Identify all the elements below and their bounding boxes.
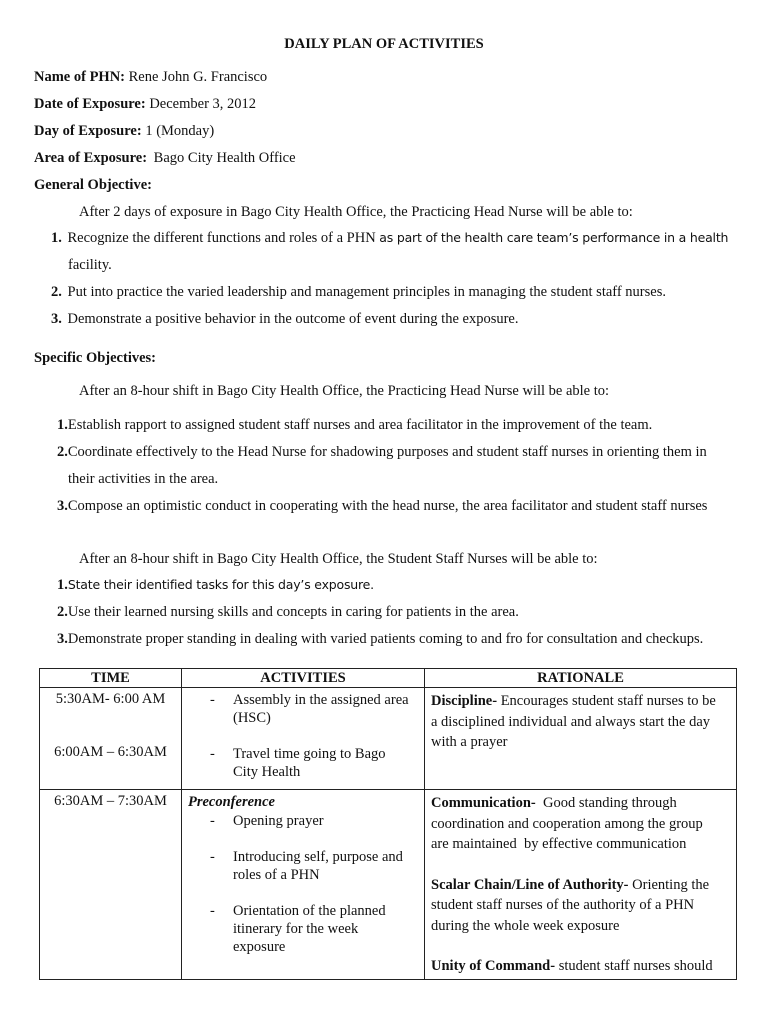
- rationale-entry: [431, 956, 730, 977]
- item-number: 2.: [57, 444, 68, 460]
- column-header-activities: ACTIVITIES: [182, 669, 425, 688]
- activities-cell: [182, 688, 425, 790]
- activity-item: [188, 848, 418, 884]
- date-of-exposure-value: December 3, 2012: [149, 96, 257, 112]
- preconference-heading: Preconference: [188, 794, 275, 810]
- phn-name-label: Name of PHN:: [34, 69, 126, 85]
- rationale-entry: [431, 875, 730, 937]
- activity-line: Opening prayer: [233, 813, 324, 829]
- bullet-dash: -: [210, 849, 215, 865]
- rationale-line: with a prayer: [431, 734, 508, 750]
- item-text: Recognize the different functions and roles of a PHN: [67, 230, 380, 246]
- item-number: 1.: [57, 417, 68, 433]
- activity-line: City Health: [233, 764, 301, 780]
- item-number: 2.: [57, 604, 68, 620]
- rationale-line: a disciplined individual and always start the day: [431, 713, 711, 730]
- item-text: Demonstrate proper standing in dealing with varied patients coming to and fro for consultation and checkups.: [67, 631, 704, 647]
- item-text: Establish rapport to assigned student staff nurses and area facilitator in the improvement of the team.: [67, 417, 653, 433]
- activities-table: [39, 668, 737, 980]
- activity-item: [188, 812, 418, 830]
- area-of-exposure-line: [34, 150, 296, 167]
- activity-line: Assembly in the assigned area: [233, 692, 409, 708]
- item-number: 2.: [51, 284, 62, 300]
- principle-term: Unity of Command-: [431, 958, 556, 974]
- item-number: 3.: [51, 311, 62, 327]
- rationale-line: during the whole week exposure: [431, 917, 620, 934]
- rationale-entry: [431, 793, 730, 855]
- general-objective-item: [51, 311, 518, 328]
- item-number: 1.: [51, 230, 62, 246]
- rationale-entry: [431, 691, 730, 753]
- item-text: Put into practice the varied leadership and management principles in managing the student staff nurses.: [67, 284, 666, 300]
- principle-term: Discipline-: [431, 693, 498, 709]
- item-text: Use their learned nursing skills and concepts in caring for patients in the area.: [67, 604, 519, 620]
- area-of-exposure-label: Area of Exposure:: [34, 150, 148, 166]
- ssn-objective-item: [57, 604, 519, 621]
- day-of-exposure-label: Day of Exposure:: [34, 123, 142, 139]
- specific-objectives-intro-ssn: After an 8-hour shift in Bago City Health Office, the Student Staff Nurses will be able to:: [79, 551, 598, 567]
- activity-line: Introducing self, purpose and: [233, 849, 403, 865]
- ssn-objective-item: [57, 631, 703, 648]
- table-header-row: [40, 669, 737, 688]
- general-objective-item-cont: facility.: [68, 257, 112, 273]
- document-title: DAILY PLAN OF ACTIVITIES: [284, 36, 484, 52]
- item-number: 1.: [57, 577, 68, 593]
- activity-item: [188, 902, 418, 956]
- area-of-exposure-value: Bago City Health Office: [153, 150, 296, 166]
- day-of-exposure-value: 1 (Monday): [145, 123, 215, 139]
- time-slot: 6:30AM – 7:30AM: [54, 793, 167, 809]
- rationale-line: student staff nurses should: [555, 958, 713, 974]
- general-objective-item: [51, 230, 728, 247]
- rationale-line: coordination and cooperation among the group: [431, 815, 703, 832]
- general-objective-item: [51, 284, 666, 301]
- item-text: Demonstrate a positive behavior in the outcome of event during the exposure.: [67, 311, 519, 327]
- item-number: 3.: [57, 631, 68, 647]
- rationale-line: are maintained by effective communication: [431, 836, 687, 852]
- specific-objectives-heading: Specific Objectives:: [34, 350, 157, 366]
- time-cell: [40, 688, 182, 790]
- rationale-cell: [425, 688, 737, 790]
- bullet-dash: -: [210, 692, 215, 708]
- time-slot: 5:30AM- 6:00 AM: [55, 691, 166, 707]
- general-objective-intro: After 2 days of exposure in Bago City Health Office, the Practicing Head Nurse will be able to:: [79, 204, 633, 220]
- activity-line: Orientation of the planned: [233, 903, 386, 919]
- phn-objective-item-cont: their activities in the area.: [68, 471, 219, 487]
- column-header-time: TIME: [40, 669, 182, 688]
- principle-term: Scalar Chain/Line of Authority-: [431, 876, 629, 893]
- bullet-dash: -: [210, 903, 215, 919]
- activity-line: itinerary for the week: [233, 921, 359, 937]
- phn-name-value: Rene John G. Francisco: [128, 69, 268, 85]
- activity-line: exposure: [233, 939, 286, 955]
- item-text: Compose an optimistic conduct in cooperating with the head nurse, the area facilitator and student staff nurses: [67, 498, 708, 514]
- time-cell: [40, 790, 182, 980]
- specific-objectives-intro-phn: After an 8-hour shift in Bago City Health Office, the Practicing Head Nurse will be able to:: [79, 383, 610, 399]
- activity-item: [188, 745, 418, 781]
- phn-objective-item: [57, 444, 707, 461]
- date-of-exposure-label: Date of Exposure:: [34, 96, 146, 112]
- table-row: [40, 790, 737, 980]
- table-row: [40, 688, 737, 790]
- item-number: 3.: [57, 498, 68, 514]
- item-text-continued: as part of the health care team’s performance in a health: [379, 230, 729, 245]
- column-header-rationale: RATIONALE: [425, 669, 737, 688]
- rationale-line: Good standing through: [535, 795, 677, 811]
- time-slot: 6:00AM – 6:30AM: [54, 744, 167, 761]
- rationale-line: student staff nurses of the authority of a PHN: [431, 897, 695, 913]
- rationale-cell: [425, 790, 737, 980]
- day-of-exposure-line: [34, 123, 214, 140]
- activities-cell: [182, 790, 425, 980]
- item-text: Coordinate effectively to the Head Nurse for shadowing purposes and student staff nurses in orienting them in: [67, 444, 707, 460]
- activity-line: roles of a PHN: [233, 867, 320, 883]
- item-text: State their identified tasks for this day’s exposure.: [67, 577, 374, 592]
- phn-name-line: [34, 69, 267, 86]
- activity-line: Travel time going to Bago: [233, 746, 386, 762]
- principle-term: Communication-: [431, 795, 536, 811]
- phn-objective-item: [57, 417, 652, 434]
- general-objective-heading: General Objective:: [34, 177, 152, 193]
- bullet-dash: -: [210, 746, 215, 762]
- activity-line: (HSC): [233, 710, 271, 726]
- rationale-line: Encourages student staff nurses to be: [497, 693, 716, 709]
- activity-item: [188, 691, 418, 727]
- date-of-exposure-line: [34, 96, 256, 113]
- bullet-dash: -: [210, 813, 215, 829]
- phn-objective-item: [57, 498, 707, 515]
- rationale-line: Orienting the: [628, 876, 710, 893]
- ssn-objective-item: [57, 577, 374, 594]
